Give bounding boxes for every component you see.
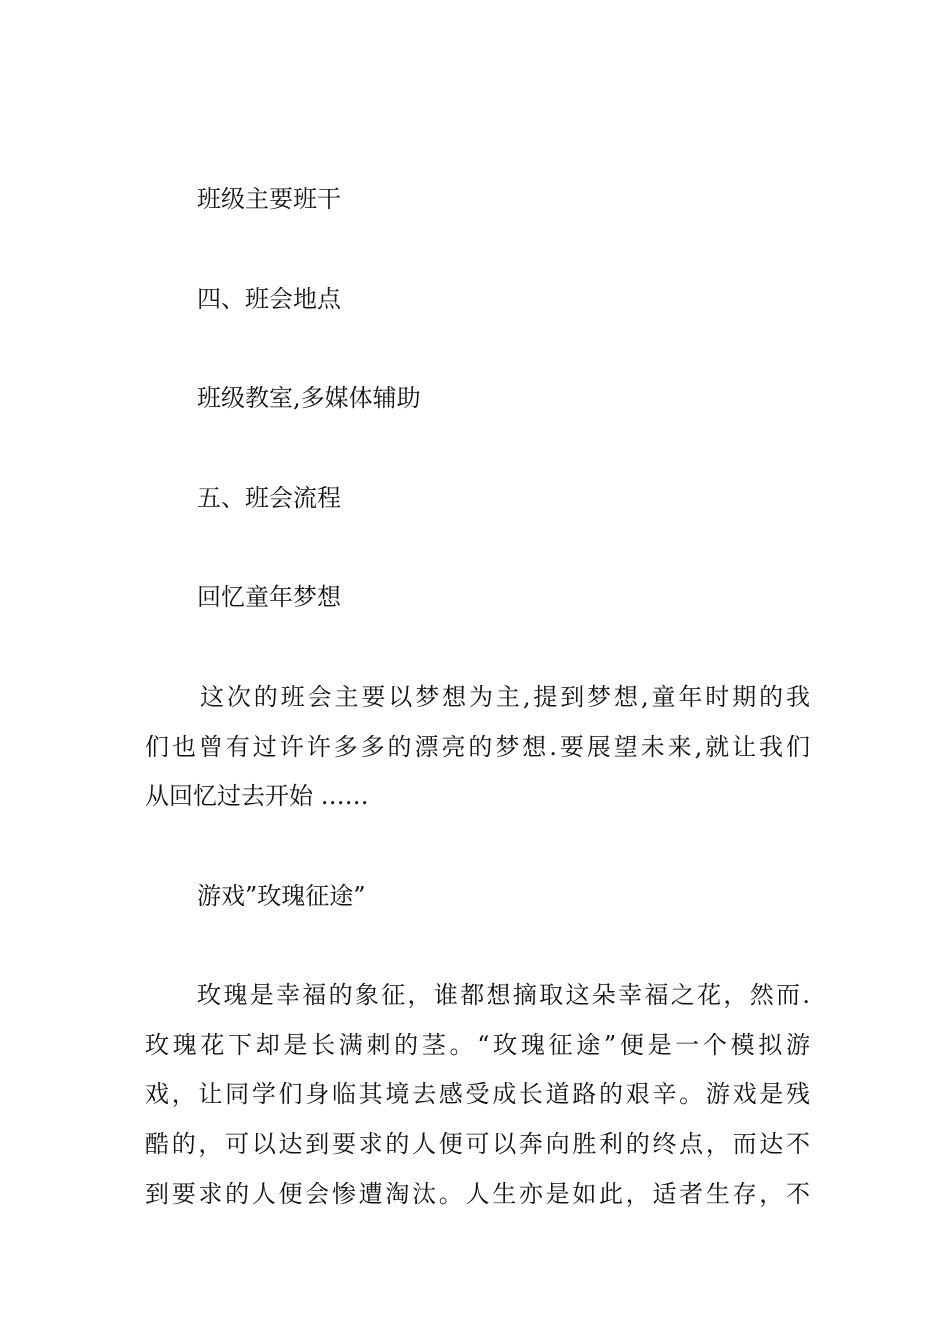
heading-childhood-dreams: 回忆童年梦想: [197, 583, 341, 611]
paragraph-line: 从回忆过去开始 ……: [145, 782, 369, 810]
heading-rose-game: 游戏”玫瑰征途”: [197, 882, 366, 910]
paragraph-line: 玫瑰是幸福的象征，谁都想摘取这朵幸福之花，然而.: [197, 981, 810, 1009]
heading-meeting-process: 五、班会流程: [197, 484, 341, 512]
paragraph-line: 们也曾有过许许多多的漂亮的梦想.要展望未来,就让我们: [145, 733, 810, 761]
heading-class-leaders: 班级主要班干: [197, 185, 341, 213]
paragraph-line: 到要求的人便会惨遭淘汰。人生亦是如此，适者生存，不: [145, 1180, 810, 1208]
paragraph-line: 玫瑰花下却是长满刺的茎。“玫瑰征途”便是一个模拟游: [145, 1031, 810, 1059]
paragraph-line: 酷的，可以达到要求的人便可以奔向胜利的终点，而达不: [145, 1130, 810, 1158]
paragraph-line: 戏，让同学们身临其境去感受成长道路的艰辛。游戏是残: [145, 1080, 810, 1108]
heading-meeting-location: 四、班会地点: [197, 285, 341, 313]
paragraph-line: 这次的班会主要以梦想为主,提到梦想,童年时期的我: [200, 683, 810, 711]
text-location-detail: 班级教室,多媒体辅助: [197, 384, 421, 412]
